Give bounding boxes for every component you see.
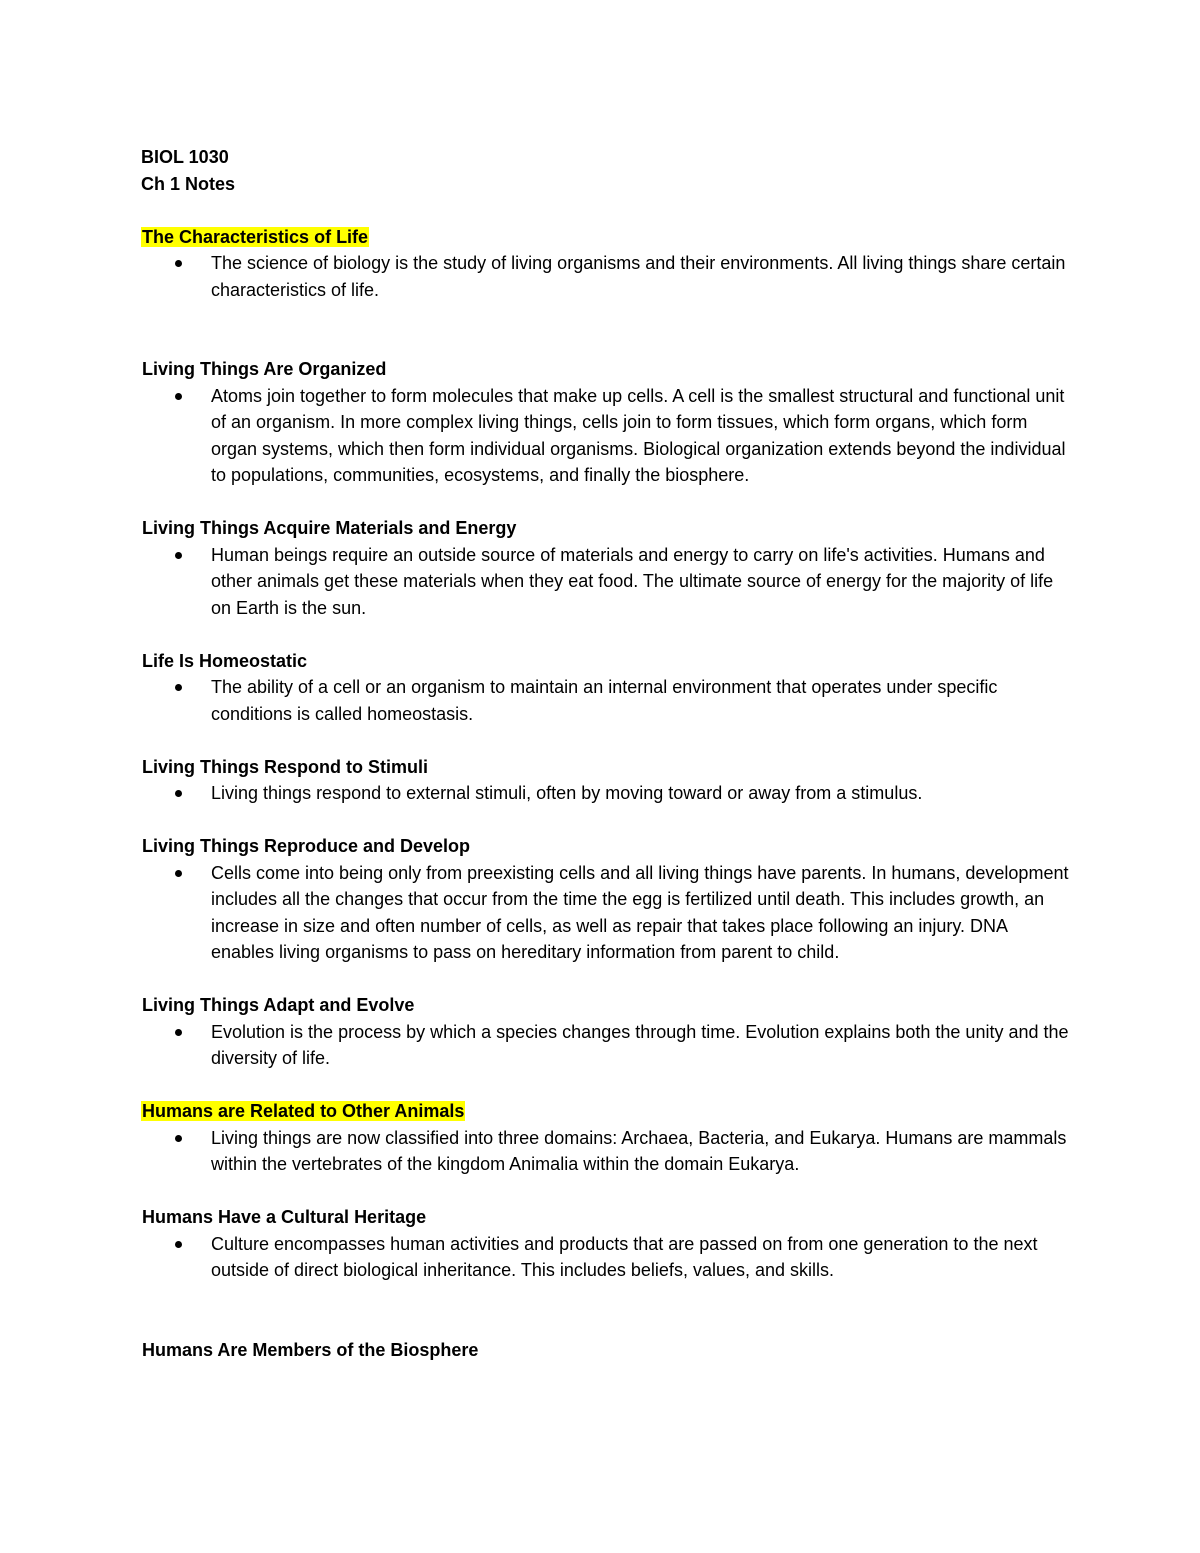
bullet-dot-icon [175,393,182,400]
section-respond-to-stimuli [141,754,1071,807]
bullet-text: Cells come into being only from preexisting cells and all living things have parents. In humans, development includes all the changes that occur from the time the egg is fertilized until death. This includes growth, an increase in size and often number of cells, as well as repair that takes place following an injury. DNA enables living organisms to pass on hereditary information from parent to child. [211,862,1069,962]
section-living-things-organized [141,356,1071,489]
bullet-list [141,674,1071,727]
bullet-list [141,250,1071,303]
heading-text: Living Things Reproduce and Develop [142,836,471,856]
spacer [141,1178,1071,1205]
bullet-text: Living things respond to external stimuli, often by moving toward or away from a stimulus. [211,783,923,803]
bullet-list [141,860,1071,966]
section-heading [141,1098,1071,1125]
bullet-text: Human beings require an outside source of materials and energy to carry on life's activities. Humans and other animals get these materials when they eat food. The ultimate source of energy for the majority of life on Earth is the sun. [211,544,1054,618]
heading-text: Living Things Acquire Materials and Energy [142,518,517,538]
bullet-item [141,1019,1071,1072]
spacer [141,966,1071,993]
bullet-dot-icon [175,260,182,267]
bullet-dot-icon [175,1241,182,1248]
section-related-to-other-animals [141,1098,1071,1178]
bullet-text: Atoms join together to form molecules that make up cells. A cell is the smallest structural and functional unit of an organism. In more complex living things, cells join to form tissues, which form organs, which form organ systems, which then form individual organisms. Biological organization extends beyond the individual to populations, communities, ecosystems, and finally the biosphere. [211,385,1066,485]
section-heading [141,224,1071,251]
spacer [141,1284,1071,1337]
notes-title: Ch 1 Notes [141,173,236,194]
spacer [141,621,1071,648]
section-members-of-biosphere [141,1337,1071,1364]
heading-text: The Characteristics of Life [142,226,369,247]
section-heading [141,992,1071,1019]
bullet-list [141,780,1071,807]
bullet-item [141,674,1071,727]
bullet-list [141,1125,1071,1178]
course-code: BIOL 1030 [141,147,229,167]
section-heading [141,754,1071,781]
bullet-item [141,250,1071,303]
bullet-text: The ability of a cell or an organism to maintain an internal environment that operates under specific conditions is called homeostasis. [211,677,998,724]
bullet-text: Evolution is the process by which a species changes through time. Evolution explains both the unity and the diversity of life. [211,1021,1069,1068]
spacer [141,807,1071,834]
section-adapt-and-evolve [141,992,1071,1072]
spacer [141,197,1071,224]
bullet-list [141,383,1071,489]
section-heading [141,356,1071,383]
section-heading [141,515,1071,542]
section-heading [141,1204,1071,1231]
spacer [141,1072,1071,1099]
section-materials-and-energy [141,515,1071,621]
bullet-dot-icon [175,790,182,797]
section-characteristics-of-life [141,224,1071,304]
bullet-item [141,860,1071,966]
spacer [141,727,1071,754]
bullet-dot-icon [175,1135,182,1142]
heading-text: Living Things Respond to Stimuli [142,756,428,777]
spacer [141,303,1071,356]
bullet-dot-icon [175,552,182,559]
bullet-list [141,1231,1071,1284]
heading-text: Humans Have a Cultural Heritage [142,1207,427,1227]
heading-text: Living Things Adapt and Evolve [142,995,415,1015]
bullet-item [141,1231,1071,1284]
heading-text: Living Things Are Organized [142,359,387,379]
document-page [141,144,1071,1363]
bullet-text: The science of biology is the study of living organisms and their environments. All living things share certain characteristics of life. [211,253,1066,300]
section-homeostatic [141,648,1071,728]
bullet-list [141,542,1071,622]
heading-text: Humans Are Members of the Biosphere [142,1339,479,1360]
spacer [141,489,1071,516]
heading-text: Life Is Homeostatic [142,650,308,671]
bullet-dot-icon [175,870,182,877]
section-cultural-heritage [141,1204,1071,1284]
bullet-item [141,780,1071,807]
bullet-dot-icon [175,1029,182,1036]
bullet-list [141,1019,1071,1072]
section-heading [141,833,1071,860]
bullet-item [141,383,1071,489]
section-heading [141,648,1071,675]
bullet-dot-icon [175,684,182,691]
bullet-item [141,542,1071,622]
section-reproduce-and-develop [141,833,1071,966]
section-heading [141,1337,1071,1364]
bullet-text: Living things are now classified into three domains: Archaea, Bacteria, and Eukarya. Humans are mammals within the vertebrates of the kingdom Animalia within the domain Eukarya. [211,1127,1067,1174]
bullet-text: Culture encompasses human activities and products that are passed on from one generation to the next outside of direct biological inheritance. This includes beliefs, values, and skills. [211,1233,1038,1280]
heading-text: Humans are Related to Other Animals [142,1101,465,1121]
bullet-item [141,1125,1071,1178]
